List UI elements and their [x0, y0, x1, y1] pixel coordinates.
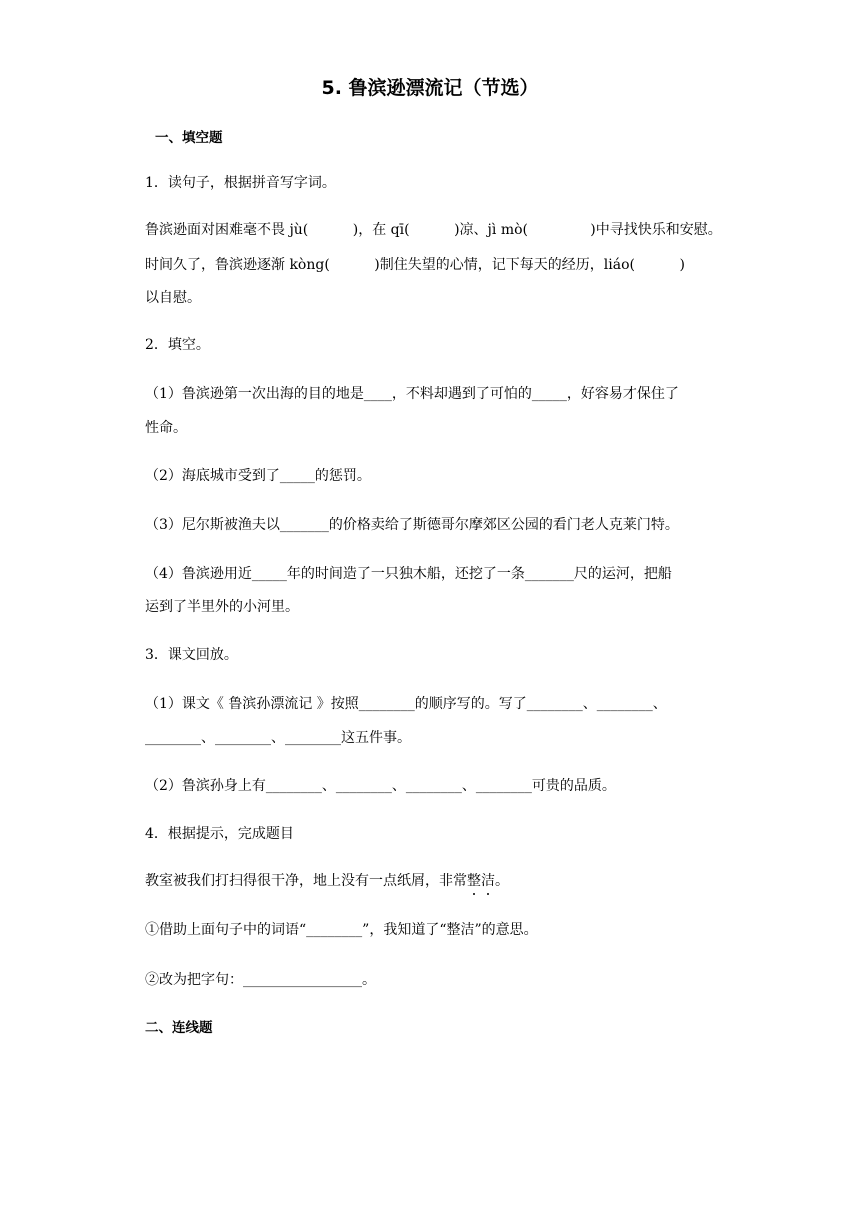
question-3-heading: 3．课文回放。 [145, 647, 238, 663]
section-heading-fill-blank: 一、填空题 [155, 130, 223, 146]
emphasis-dotted-char: 洁 [481, 873, 495, 889]
question-1-line-1: 鲁滨逊面对困难毫不畏 jù( )，在 qī( )凉、jì mò( )中寻找快乐和安慰。 [145, 222, 722, 238]
question-4-sub-2: ②改为把字句：_________________。 [145, 972, 376, 988]
page-title: 5. 鲁滨逊漂流记（节选） [321, 77, 539, 99]
question-1-line-2: 时间久了，鲁滨逊逐渐 kòng( )制住失望的心情，记下每天的经历，liáo( ) [145, 257, 685, 273]
question-3-part-2: （2）鲁滨孙身上有________、________、________、________可贵的品质。 [145, 778, 616, 794]
question-2-part-2: （2）海底城市受到了_____的惩罚。 [145, 468, 371, 484]
question-4-sub-1: ①借助上面句子中的词语“________”，我知道了“整洁”的意思。 [145, 922, 538, 938]
section-heading-matching: 二、连线题 [145, 1020, 213, 1036]
question-3-part-1-line-2: ________、________、________这五件事。 [145, 730, 411, 746]
question-3-part-1-line-1: （1）课文《 鲁滨孙漂流记 》按照________的顺序写的。写了________、________、 [145, 696, 667, 712]
emphasis-dotted-char: 整 [467, 873, 481, 889]
question-2-heading: 2．填空。 [145, 337, 210, 353]
question-4-sentence-end: 。 [495, 873, 509, 889]
question-4-heading: 4．根据提示，完成题目 [145, 826, 294, 842]
question-2-part-1-line-1: （1）鲁滨逊第一次出海的目的地是____，不料却遇到了可怕的_____，好容易才保住了 [145, 386, 679, 402]
question-4-sentence [145, 871, 509, 891]
question-2-part-4-line-2: 运到了半里外的小河里。 [145, 599, 299, 615]
question-2-part-1-line-2: 性命。 [145, 420, 187, 436]
question-2-part-3: （3）尼尔斯被渔夫以_______的价格卖给了斯德哥尔摩郊区公园的看门老人克莱门特。 [145, 517, 679, 533]
question-1-heading: 1．读句子，根据拼音写字词。 [145, 175, 336, 191]
question-1-line-3: 以自慰。 [145, 290, 201, 306]
question-2-part-4-line-1: （4）鲁滨逊用近_____年的时间造了一只独木船，还挖了一条_______尺的运河，把船 [145, 566, 672, 582]
question-4-sentence-text: 教室被我们打扫得很干净，地上没有一点纸屑，非常 [145, 873, 467, 889]
